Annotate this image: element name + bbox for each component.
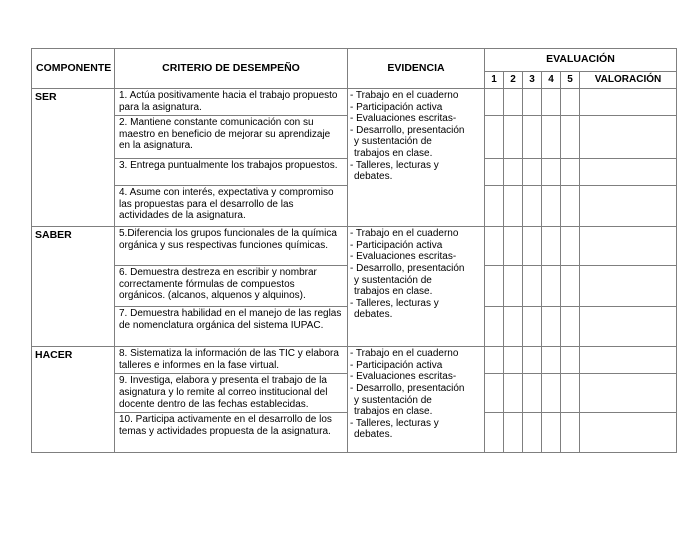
- score-cell-5[interactable]: [561, 159, 580, 186]
- criterion-cell: 10. Participa activamente en el desarrollo de los temas y actividades propuesta de la asignatura.: [115, 413, 348, 453]
- evidence-line: - Trabajo en el cuaderno: [350, 228, 459, 240]
- score-cell-3[interactable]: [523, 227, 542, 266]
- header-evaluacion: EVALUACIÓN: [485, 49, 677, 72]
- score-header-3: 3: [523, 72, 542, 89]
- score-cell-4[interactable]: [542, 347, 561, 374]
- criterion-cell: 7. Demuestra habilidad en el manejo de las reglas de nomenclatura orgánica del sistema IUPAC.: [115, 307, 348, 347]
- score-cell-1[interactable]: [485, 266, 504, 307]
- header-criterio: CRITERIO DE DESEMPEÑO: [115, 49, 348, 89]
- evidence-line: - Participación activa: [350, 359, 443, 371]
- criterion-cell: 9. Investiga, elabora y presenta el trabajo de la asignatura y lo remite al correo institucional del docente dentro de las fechas establecidas.: [115, 374, 348, 413]
- score-cell-5[interactable]: [561, 347, 580, 374]
- evaluation-table: [31, 48, 677, 453]
- table-row: [32, 89, 677, 116]
- score-cell-3[interactable]: [523, 413, 542, 453]
- evidence-line: - Participación activa: [350, 239, 443, 251]
- score-cell-1[interactable]: [485, 227, 504, 266]
- valoracion-cell[interactable]: [580, 307, 677, 347]
- score-cell-3[interactable]: [523, 186, 542, 227]
- score-cell-5[interactable]: [561, 186, 580, 227]
- evidence-line: - Talleres, lecturas y: [350, 297, 439, 309]
- criterion-cell: 1. Actúa positivamente hacia el trabajo propuesto para la asignatura.: [115, 89, 348, 116]
- score-cell-5[interactable]: [561, 374, 580, 413]
- score-header-2: 2: [504, 72, 523, 89]
- header-valoracion: VALORACIÓN: [580, 72, 677, 89]
- table-row: [32, 227, 677, 266]
- evidence-cell: [348, 347, 485, 453]
- criterion-cell: 3. Entrega puntualmente los trabajos propuestos.: [115, 159, 348, 186]
- evidence-line: y sustentación de: [354, 274, 432, 286]
- score-header-1: 1: [485, 72, 504, 89]
- score-cell-1[interactable]: [485, 159, 504, 186]
- criterion-cell: 5.Diferencia los grupos funcionales de la química orgánica y sus respectivas funciones químicas.: [115, 227, 348, 266]
- score-header-5: 5: [561, 72, 580, 89]
- score-cell-4[interactable]: [542, 374, 561, 413]
- evidence-line: trabajos en clase.: [354, 286, 433, 298]
- component-label: HACER: [32, 347, 115, 453]
- criterion-cell: 2. Mantiene constante comunicación con su maestro en beneficio de mejorar su aprendizaje en la asignatura.: [115, 116, 348, 159]
- evidence-line: - Trabajo en el cuaderno: [350, 348, 459, 360]
- score-cell-1[interactable]: [485, 89, 504, 116]
- valoracion-cell[interactable]: [580, 266, 677, 307]
- score-cell-4[interactable]: [542, 266, 561, 307]
- score-cell-5[interactable]: [561, 227, 580, 266]
- score-cell-2[interactable]: [504, 347, 523, 374]
- score-cell-4[interactable]: [542, 227, 561, 266]
- valoracion-cell[interactable]: [580, 347, 677, 374]
- score-cell-4[interactable]: [542, 186, 561, 227]
- table-body: [32, 89, 677, 453]
- valoracion-cell[interactable]: [580, 413, 677, 453]
- valoracion-cell[interactable]: [580, 374, 677, 413]
- score-header-4: 4: [542, 72, 561, 89]
- score-cell-3[interactable]: [523, 374, 542, 413]
- evidence-line: y sustentación de: [354, 394, 432, 406]
- evidence-line: debates.: [354, 309, 393, 321]
- evidence-line: - Talleres, lecturas y: [350, 159, 439, 171]
- evidence-line: trabajos en clase.: [354, 147, 433, 159]
- score-cell-2[interactable]: [504, 266, 523, 307]
- score-cell-3[interactable]: [523, 347, 542, 374]
- score-cell-2[interactable]: [504, 89, 523, 116]
- evidence-line: - Desarrollo, presentación: [350, 382, 465, 394]
- valoracion-cell[interactable]: [580, 159, 677, 186]
- score-cell-3[interactable]: [523, 307, 542, 347]
- evaluation-table-container: [31, 48, 677, 453]
- score-cell-5[interactable]: [561, 116, 580, 159]
- score-cell-3[interactable]: [523, 159, 542, 186]
- criterion-cell: 4. Asume con interés, expectativa y compromiso las propuestas para el desarrollo de las actividades de la asignatura.: [115, 186, 348, 227]
- evidence-cell: [348, 89, 485, 227]
- valoracion-cell[interactable]: [580, 116, 677, 159]
- score-cell-4[interactable]: [542, 307, 561, 347]
- valoracion-cell[interactable]: [580, 186, 677, 227]
- evidence-line: trabajos en clase.: [354, 406, 433, 418]
- evidence-line: - Evaluaciones escritas-: [350, 371, 457, 383]
- evidence-cell: [348, 227, 485, 347]
- score-cell-2[interactable]: [504, 116, 523, 159]
- evidence-line: - Participación activa: [350, 101, 443, 113]
- score-cell-5[interactable]: [561, 307, 580, 347]
- evidence-line: - Evaluaciones escritas-: [350, 113, 457, 125]
- score-cell-1[interactable]: [485, 307, 504, 347]
- score-cell-4[interactable]: [542, 116, 561, 159]
- score-cell-5[interactable]: [561, 89, 580, 116]
- score-cell-2[interactable]: [504, 227, 523, 266]
- evidence-line: - Desarrollo, presentación: [350, 124, 465, 136]
- score-cell-1[interactable]: [485, 413, 504, 453]
- evidence-line: debates.: [354, 429, 393, 441]
- score-cell-3[interactable]: [523, 116, 542, 159]
- component-label: SER: [32, 89, 115, 227]
- score-cell-2[interactable]: [504, 413, 523, 453]
- score-cell-4[interactable]: [542, 413, 561, 453]
- table-row: [32, 347, 677, 374]
- score-cell-2[interactable]: [504, 307, 523, 347]
- valoracion-cell[interactable]: [580, 89, 677, 116]
- criterion-cell: 6. Demuestra destreza en escribir y nombrar correctamente fórmulas de compuestos orgánicos. (alcanos, alquenos y alquinos).: [115, 266, 348, 307]
- evidence-line: - Desarrollo, presentación: [350, 262, 465, 274]
- valoracion-cell[interactable]: [580, 227, 677, 266]
- score-cell-1[interactable]: [485, 374, 504, 413]
- score-cell-5[interactable]: [561, 413, 580, 453]
- component-label: SABER: [32, 227, 115, 347]
- score-cell-1[interactable]: [485, 186, 504, 227]
- evidence-line: - Evaluaciones escritas-: [350, 251, 457, 263]
- evidence-line: debates.: [354, 171, 393, 183]
- score-cell-2[interactable]: [504, 186, 523, 227]
- score-cell-2[interactable]: [504, 374, 523, 413]
- header-componente: COMPONENTE: [32, 49, 115, 89]
- criterion-cell: 8. Sistematiza la información de las TIC y elabora talleres e informes en la fase virtual.: [115, 347, 348, 374]
- score-cell-3[interactable]: [523, 266, 542, 307]
- score-cell-1[interactable]: [485, 116, 504, 159]
- score-cell-2[interactable]: [504, 159, 523, 186]
- score-cell-1[interactable]: [485, 347, 504, 374]
- score-cell-4[interactable]: [542, 159, 561, 186]
- score-cell-3[interactable]: [523, 89, 542, 116]
- score-cell-4[interactable]: [542, 89, 561, 116]
- evidence-line: y sustentación de: [354, 136, 432, 148]
- evidence-line: - Talleres, lecturas y: [350, 417, 439, 429]
- score-cell-5[interactable]: [561, 266, 580, 307]
- evidence-line: - Trabajo en el cuaderno: [350, 90, 459, 101]
- header-evidencia: EVIDENCIA: [348, 49, 485, 89]
